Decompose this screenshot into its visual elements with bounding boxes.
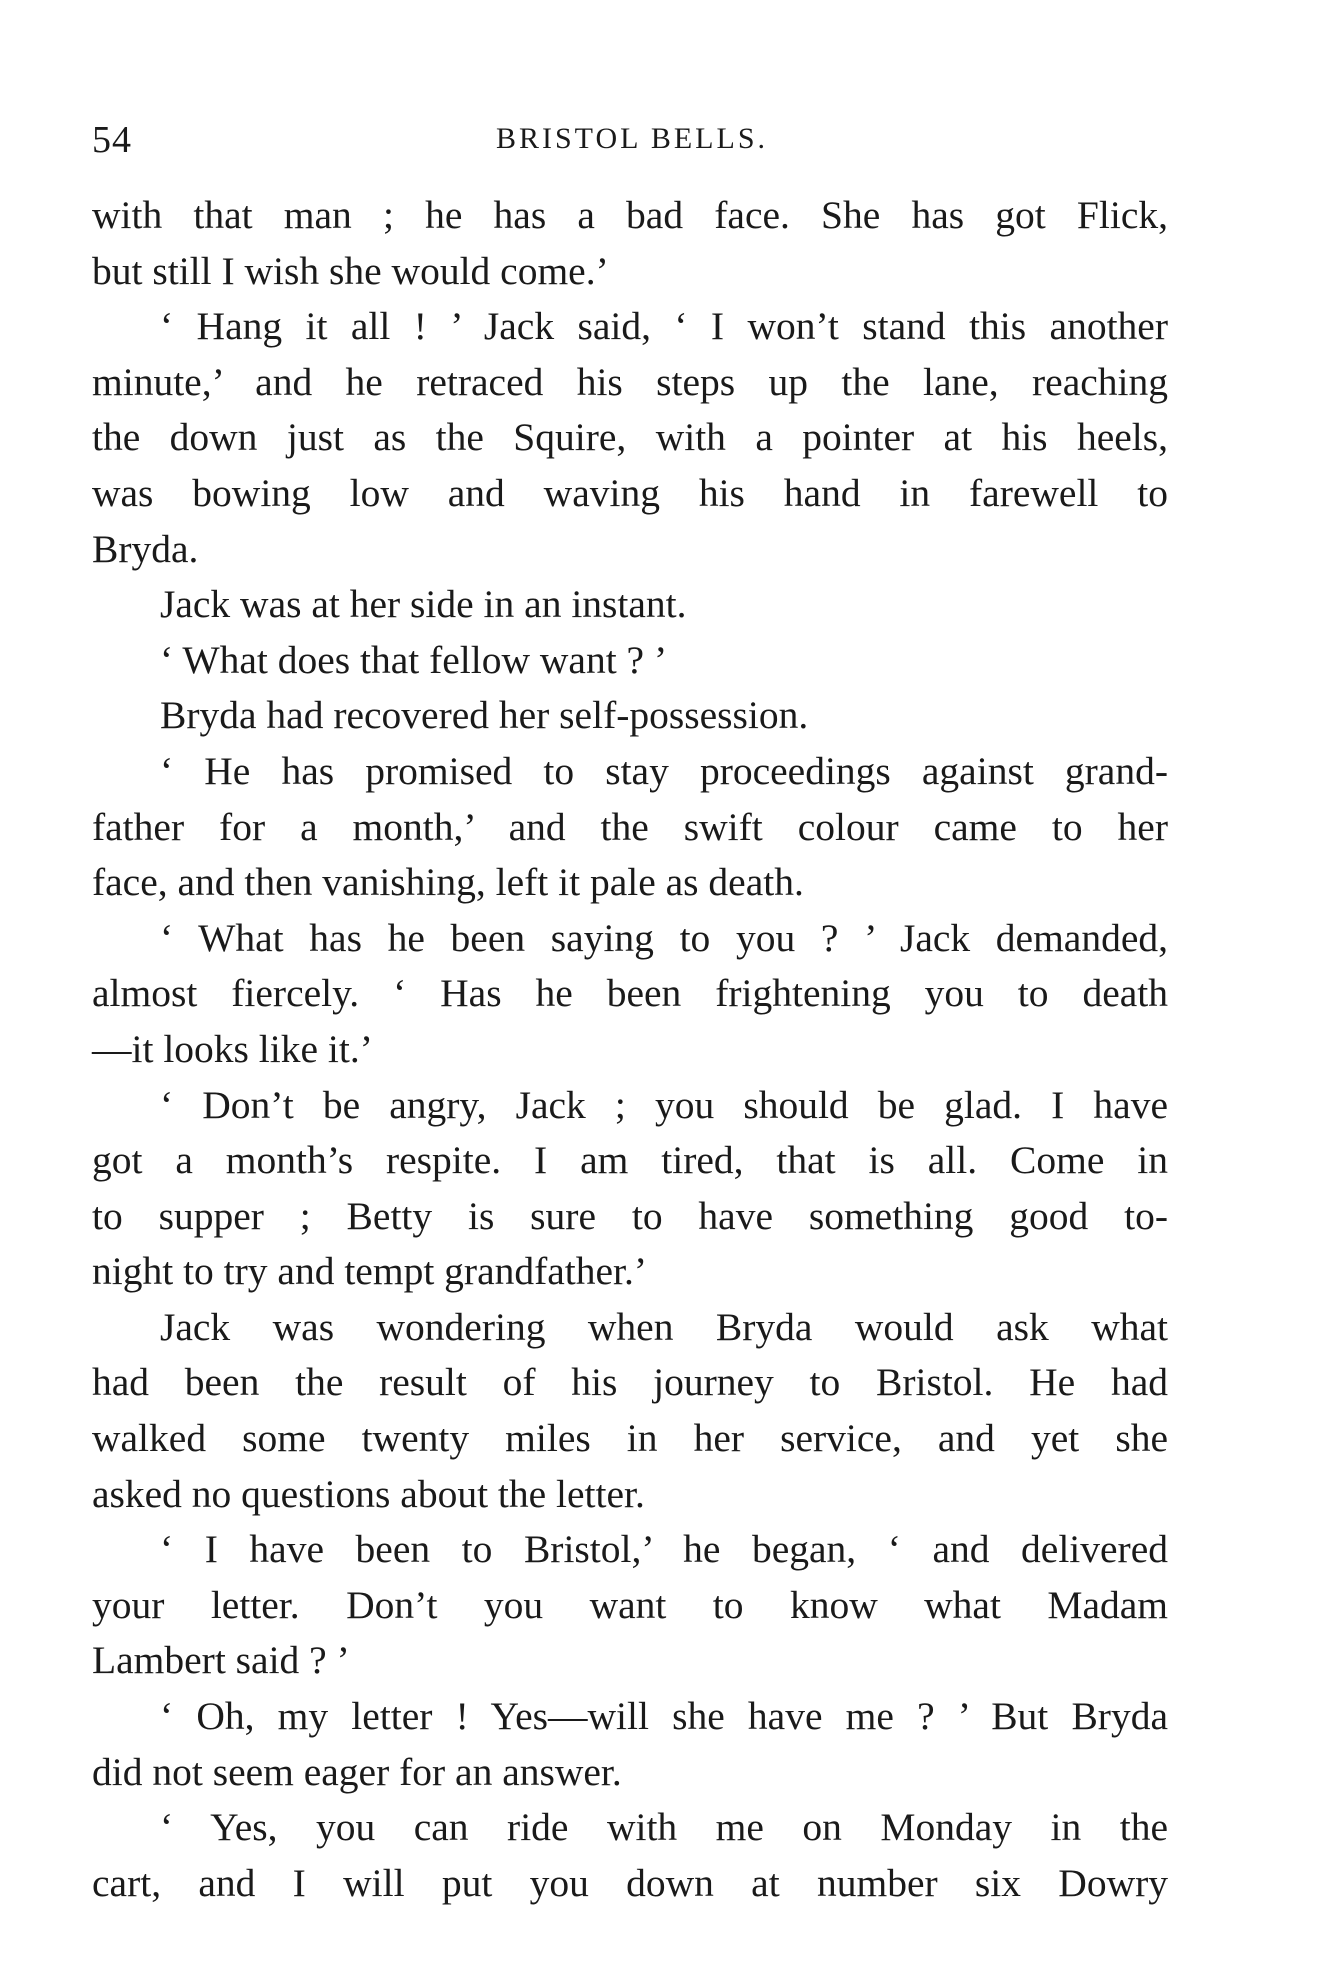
text-line: night to try and tempt grandfather.’ xyxy=(92,1249,648,1294)
text-line: ‘ Oh, my letter ! Yes—will she have me ? ’ But Bryda xyxy=(160,1694,1168,1739)
text-line: did not seem eager for an answer. xyxy=(92,1749,622,1794)
text-line: ‘ Hang it all ! ’ Jack said, ‘ I won’t stand this another xyxy=(160,304,1168,349)
text-line: asked no questions about the letter. xyxy=(92,1471,645,1516)
text-line: the down just as the Squire, with a pointer at his heels, xyxy=(92,415,1168,460)
text-line: got a month’s respite. I am tired, that is all. Come in xyxy=(92,1138,1168,1183)
text-line: Bryda had recovered her self-possession. xyxy=(160,693,809,738)
text-line: Bryda. xyxy=(92,526,199,571)
text-line: father for a month,’ and the swift colour came to her xyxy=(92,804,1168,849)
text-line: ‘ What has he been saying to you ? ’ Jack demanded, xyxy=(160,915,1168,960)
text-line: ‘ What does that fellow want ? ’ xyxy=(160,637,668,682)
text-line: with that man ; he has a bad face. She has got Flick, xyxy=(92,193,1168,237)
text-line: Lambert said ? ’ xyxy=(92,1638,350,1683)
text-line: your letter. Don’t you want to know what Madam xyxy=(92,1582,1168,1627)
text-line: but still I wish she would come.’ xyxy=(92,248,609,293)
text-line: Jack was at her side in an instant. xyxy=(160,582,687,627)
text-line: Jack was wondering when Bryda would ask what xyxy=(160,1304,1168,1349)
text-line: walked some twenty miles in her service, and yet she xyxy=(92,1416,1168,1461)
text-line: was bowing low and waving his hand in farewell to xyxy=(92,470,1168,515)
running-title: BRISTOL BELLS. xyxy=(495,122,769,155)
text-line: ‘ I have been to Bristol,’ he began, ‘ and delivered xyxy=(160,1527,1168,1572)
text-line: ‘ He has promised to stay proceedings against grand- xyxy=(160,748,1168,793)
text-line: cart, and I will put you down at number six Dowry xyxy=(92,1860,1168,1905)
text-line: minute,’ and he retraced his steps up the lane, reaching xyxy=(92,359,1168,404)
text-line: to supper ; Betty is sure to have something good to- xyxy=(92,1193,1168,1238)
text-line: face, and then vanishing, left it pale as death. xyxy=(92,860,804,905)
page-header xyxy=(92,118,1172,168)
text-line: almost fiercely. ‘ Has he been frightening you to death xyxy=(92,971,1168,1016)
text-line: had been the result of his journey to Bristol. He had xyxy=(92,1360,1168,1405)
page-number: 54 xyxy=(92,119,132,161)
text-line: ‘ Yes, you can ride with me on Monday in the xyxy=(160,1805,1168,1850)
text-line: —it looks like it.’ xyxy=(92,1026,373,1071)
text-line: ‘ Don’t be angry, Jack ; you should be glad. I have xyxy=(160,1082,1168,1127)
body-text xyxy=(92,188,1168,1911)
